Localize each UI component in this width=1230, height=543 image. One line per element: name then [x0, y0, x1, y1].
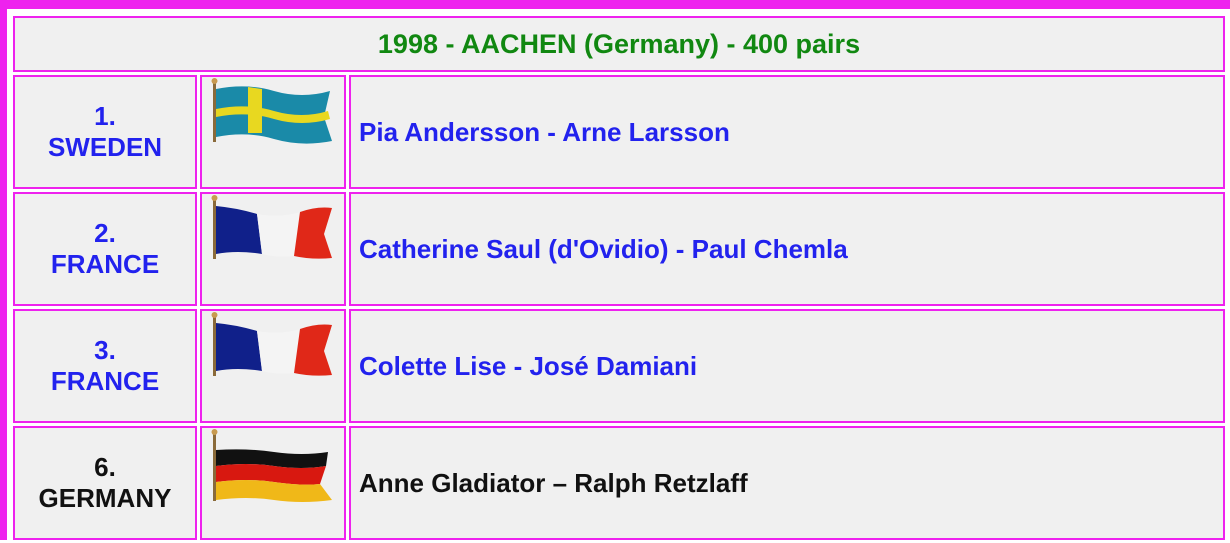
- player-names: Pia Andersson - Arne Larsson: [349, 75, 1225, 189]
- rank-cell: [13, 192, 197, 306]
- player-names: Colette Lise - José Damiani: [349, 309, 1225, 423]
- page-title: 1998 - AACHEN (Germany) - 400 pairs: [13, 16, 1225, 72]
- table-row: [13, 426, 1225, 540]
- country-name: SWEDEN: [47, 132, 163, 162]
- rank-number: 6.: [94, 452, 116, 482]
- germany-flag-icon: [202, 428, 342, 538]
- france-flag-icon: [202, 194, 342, 304]
- player-names: Catherine Saul (d'Ovidio) - Paul Chemla: [349, 192, 1225, 306]
- table-row: [13, 75, 1225, 189]
- flag-cell: [200, 426, 346, 540]
- rank-cell: [13, 309, 197, 423]
- france-flag-icon: [202, 311, 342, 421]
- rank-number: 1.: [94, 101, 116, 131]
- flag-cell: [200, 75, 346, 189]
- results-table: [10, 13, 1228, 543]
- title-row: [13, 16, 1225, 72]
- rank-cell: [13, 426, 197, 540]
- rank-cell: [13, 75, 197, 189]
- player-names: Anne Gladiator – Ralph Retzlaff: [349, 426, 1225, 540]
- country-name: FRANCE: [50, 249, 160, 279]
- flag-cell: [200, 309, 346, 423]
- country-name: FRANCE: [50, 366, 160, 396]
- table-row: [13, 309, 1225, 423]
- table-row: [13, 192, 1225, 306]
- sweden-flag-icon: [202, 77, 342, 187]
- country-name: GERMANY: [38, 483, 172, 513]
- rank-number: 2.: [94, 218, 116, 248]
- flag-cell: [200, 192, 346, 306]
- rank-number: 3.: [94, 335, 116, 365]
